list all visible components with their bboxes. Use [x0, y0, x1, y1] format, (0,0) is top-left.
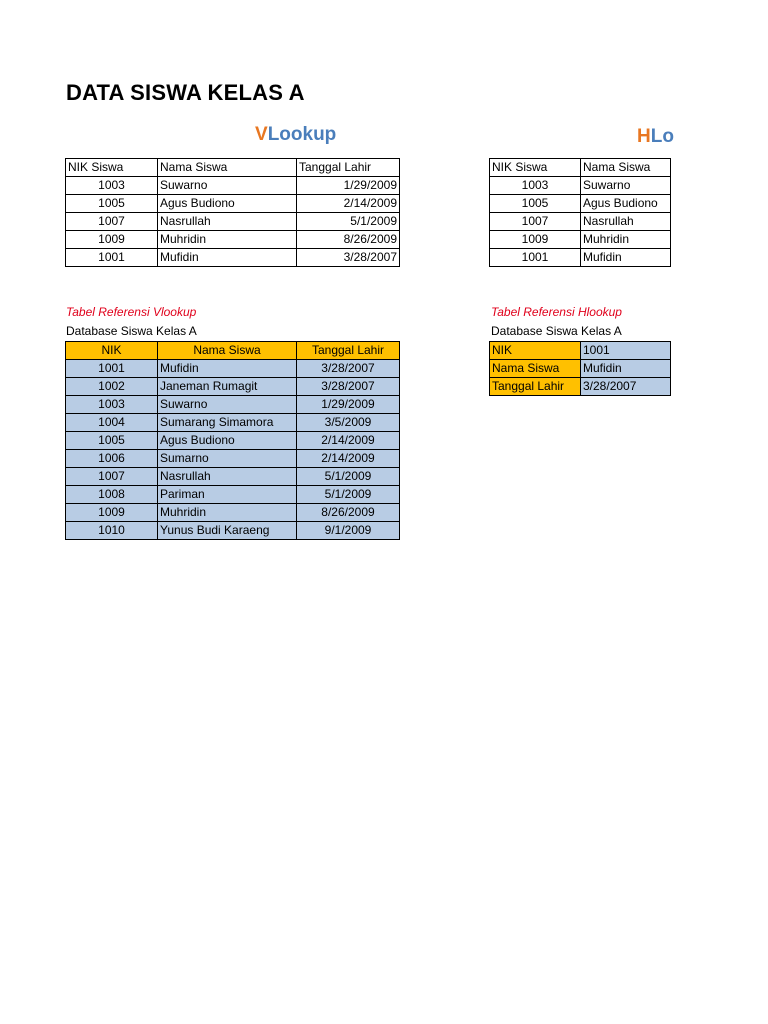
hlookup-heading-rest: Lo	[650, 126, 674, 147]
date-cell[interactable]: 2/14/2009	[297, 195, 400, 213]
table-row	[66, 504, 400, 522]
table-row	[66, 432, 400, 450]
hlookup-reference-table	[489, 341, 671, 396]
nik-cell[interactable]: 1008	[66, 486, 158, 504]
nik-cell[interactable]: 1001	[66, 360, 158, 378]
date-cell[interactable]: 3/28/2007	[297, 249, 400, 267]
vlookup-heading	[255, 124, 336, 146]
nik-cell[interactable]: 1006	[66, 450, 158, 468]
field-value-cell[interactable]: 1001	[581, 342, 671, 360]
table-row	[66, 360, 400, 378]
table-row	[66, 378, 400, 396]
hlookup-database-label: Database Siswa Kelas A	[491, 324, 622, 338]
date-cell[interactable]: 5/1/2009	[297, 468, 400, 486]
table-row	[66, 414, 400, 432]
table-row	[66, 249, 400, 267]
table-row	[490, 342, 671, 360]
nik-cell[interactable]: 1009	[490, 231, 581, 249]
field-label-cell[interactable]: NIK	[490, 342, 581, 360]
name-cell[interactable]: Suwarno	[581, 177, 671, 195]
date-cell[interactable]: 8/26/2009	[297, 231, 400, 249]
page-title: DATA SISWA KELAS A	[66, 80, 305, 105]
header-cell[interactable]: Nama Siswa	[581, 159, 671, 177]
table-row	[490, 360, 671, 378]
name-cell[interactable]: Sumarang Simamora	[158, 414, 297, 432]
nik-cell[interactable]: 1003	[66, 396, 158, 414]
table-row	[66, 195, 400, 213]
table-row	[490, 195, 671, 213]
date-cell[interactable]: 5/1/2009	[297, 486, 400, 504]
nik-cell[interactable]: 1009	[66, 504, 158, 522]
date-cell[interactable]: 3/28/2007	[297, 360, 400, 378]
name-cell[interactable]: Nasrullah	[158, 213, 297, 231]
nik-cell[interactable]: 1007	[66, 468, 158, 486]
date-cell[interactable]: 1/29/2009	[297, 177, 400, 195]
nik-cell[interactable]: 1003	[490, 177, 581, 195]
name-cell[interactable]: Mufidin	[158, 249, 297, 267]
date-cell[interactable]: 8/26/2009	[297, 504, 400, 522]
date-cell[interactable]: 9/1/2009	[297, 522, 400, 540]
name-cell[interactable]: Yunus Budi Karaeng	[158, 522, 297, 540]
date-cell[interactable]: 2/14/2009	[297, 450, 400, 468]
vlookup-heading-initial: V	[255, 124, 268, 145]
table-header-row	[490, 159, 671, 177]
table-row	[490, 378, 671, 396]
date-cell[interactable]: 1/29/2009	[297, 396, 400, 414]
nik-cell[interactable]: 1001	[490, 249, 581, 267]
nik-cell[interactable]: 1007	[66, 213, 158, 231]
vlookup-reference-label: Tabel Referensi Vlookup	[66, 305, 197, 319]
table-row	[66, 486, 400, 504]
table-row	[66, 468, 400, 486]
table-row	[490, 231, 671, 249]
name-cell[interactable]: Mufidin	[158, 360, 297, 378]
vlookup-database-label: Database Siswa Kelas A	[66, 324, 197, 338]
table-row	[490, 177, 671, 195]
hlookup-heading-initial: H	[637, 126, 651, 147]
name-cell[interactable]: Janeman Rumagit	[158, 378, 297, 396]
nik-cell[interactable]: 1003	[66, 177, 158, 195]
name-cell[interactable]: Agus Budiono	[158, 432, 297, 450]
name-cell[interactable]: Nasrullah	[581, 213, 671, 231]
nik-cell[interactable]: 1007	[490, 213, 581, 231]
table-row	[490, 213, 671, 231]
name-cell[interactable]: Agus Budiono	[581, 195, 671, 213]
header-cell[interactable]: Nama Siswa	[158, 159, 297, 177]
header-cell[interactable]: Tanggal Lahir	[297, 342, 400, 360]
field-label-cell[interactable]: Tanggal Lahir	[490, 378, 581, 396]
nik-cell[interactable]: 1005	[66, 432, 158, 450]
name-cell[interactable]: Mufidin	[581, 249, 671, 267]
nik-cell[interactable]: 1005	[490, 195, 581, 213]
date-cell[interactable]: 3/28/2007	[297, 378, 400, 396]
table-row	[66, 213, 400, 231]
name-cell[interactable]: Muhridin	[581, 231, 671, 249]
nik-cell[interactable]: 1001	[66, 249, 158, 267]
name-cell[interactable]: Muhridin	[158, 231, 297, 249]
name-cell[interactable]: Nasrullah	[158, 468, 297, 486]
hlookup-heading	[637, 126, 674, 148]
nik-cell[interactable]: 1004	[66, 414, 158, 432]
hlookup-reference-label: Tabel Referensi Hlookup	[491, 305, 622, 319]
field-value-cell[interactable]: 3/28/2007	[581, 378, 671, 396]
header-cell[interactable]: Nama Siswa	[158, 342, 297, 360]
vlookup-heading-rest: Lookup	[267, 124, 337, 145]
name-cell[interactable]: Suwarno	[158, 177, 297, 195]
date-cell[interactable]: 3/5/2009	[297, 414, 400, 432]
table-row	[490, 249, 671, 267]
nik-cell[interactable]: 1010	[66, 522, 158, 540]
name-cell[interactable]: Agus Budiono	[158, 195, 297, 213]
table-header-row	[66, 159, 400, 177]
field-value-cell[interactable]: Mufidin	[581, 360, 671, 378]
date-cell[interactable]: 5/1/2009	[297, 213, 400, 231]
vlookup-result-table	[65, 158, 400, 267]
header-cell[interactable]: Tanggal Lahir	[297, 159, 400, 177]
vlookup-reference-table	[65, 341, 400, 540]
date-cell[interactable]: 2/14/2009	[297, 432, 400, 450]
table-row	[66, 450, 400, 468]
table-row	[66, 231, 400, 249]
nik-cell[interactable]: 1002	[66, 378, 158, 396]
header-cell[interactable]: NIK Siswa	[66, 159, 158, 177]
field-label-cell[interactable]: Nama Siswa	[490, 360, 581, 378]
header-cell[interactable]: NIK Siswa	[490, 159, 581, 177]
table-row	[66, 522, 400, 540]
table-row	[66, 177, 400, 195]
name-cell[interactable]: Suwarno	[158, 396, 297, 414]
name-cell[interactable]: Sumarno	[158, 450, 297, 468]
hlookup-result-table	[489, 158, 671, 267]
table-row	[66, 396, 400, 414]
name-cell[interactable]: Muhridin	[158, 504, 297, 522]
nik-cell[interactable]: 1005	[66, 195, 158, 213]
header-cell[interactable]: NIK	[66, 342, 158, 360]
nik-cell[interactable]: 1009	[66, 231, 158, 249]
table-header-row	[66, 342, 400, 360]
name-cell[interactable]: Pariman	[158, 486, 297, 504]
